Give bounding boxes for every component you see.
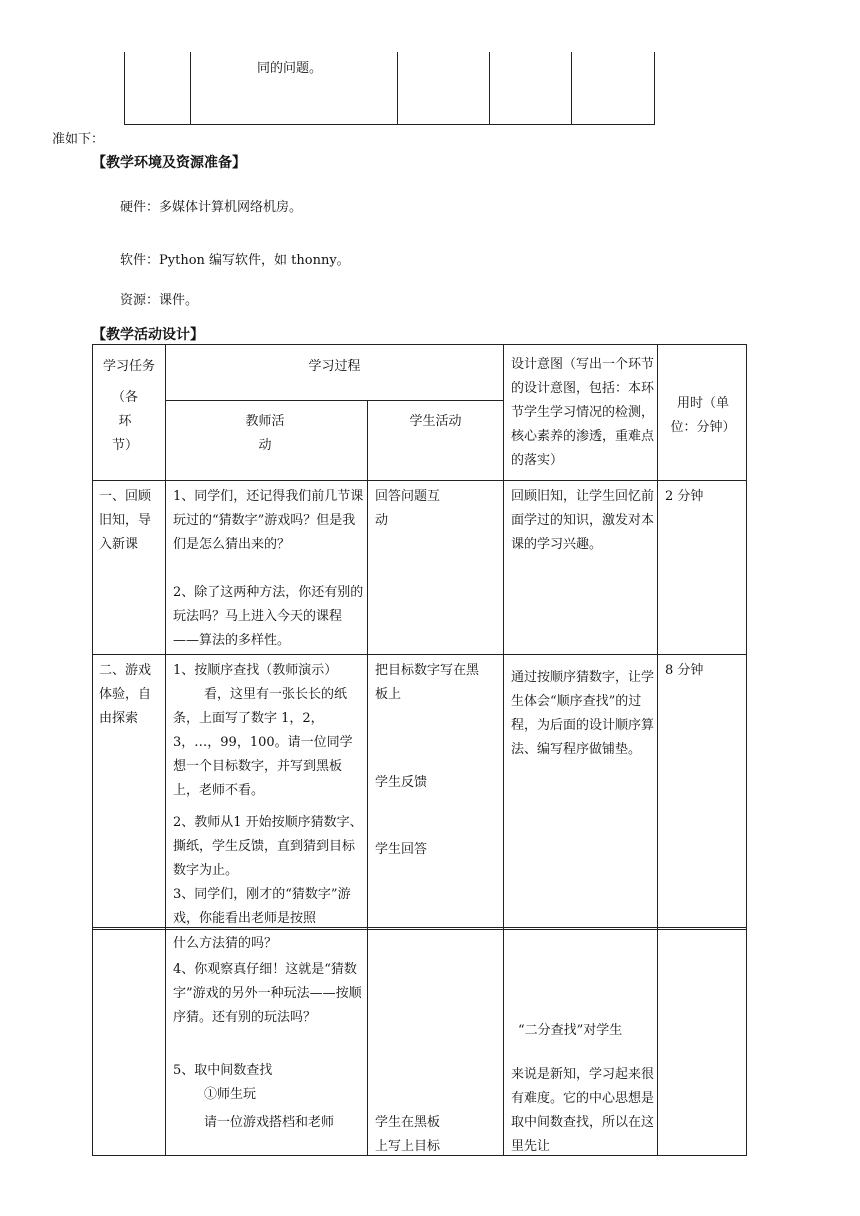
top-table-text: 同的问题。 [257, 61, 323, 76]
row1-teacher-1: 1、同学们，还记得我们前几节课玩过的“猜数字”游戏吗？但是我们是怎么猜出来的？ [173, 489, 364, 552]
row2-teacher-3: 3、同学们，刚才的“猜数字”游戏，你能看出老师是按照 [173, 887, 351, 926]
row1-intent: 回顾旧知，让学生回忆前面学过的知识，激发对本课的学习兴趣。 [511, 489, 655, 552]
env-heading: 【教学环境及资源准备】 [92, 155, 246, 171]
row2-teacher-2: 2、教师从1 开始按顺序猜数字、撕纸，学生反馈，直到猜到目标数字为止。 [173, 815, 363, 878]
header-student: 学生活动 [409, 414, 462, 429]
row1-teacher-2: 2、除了这两种方法，你还有别的玩法吗？马上进入今天的课程——算法的多样性。 [173, 585, 364, 648]
cont-student-a: 学生在黑板 上写上目标 [375, 1115, 441, 1154]
row2-student-1: 把目标数字写在黑板上 [375, 663, 480, 702]
header-teacher: 教师活 动 [245, 414, 285, 453]
header-intent: 设计意图（写出一个环节的设计意图，包括：本环节学生学习情况的检测，核心素养的渗透，重难点的落实） [511, 357, 655, 468]
row1-time: 2 分钟 [665, 489, 704, 504]
row2-teacher-1: 1、按顺序查找（教师演示） [173, 663, 338, 678]
cont-teacher-d: ①师生玩 [204, 1087, 257, 1102]
row1-student: 回答问题互 动 [375, 489, 441, 528]
header-task: 学习任务 [103, 359, 156, 374]
row2-student-3: 学生回答 [375, 842, 428, 857]
cont-teacher-c: 5、取中间数查找 [173, 1063, 273, 1078]
header-time: 用时（单 位：分钟） [670, 396, 736, 435]
cont-intent-a: “二分查找”对学生 [518, 1023, 623, 1038]
row2-student-2: 学生反馈 [375, 775, 428, 790]
row2-task: 二、游戏体验，自由探索 [99, 663, 152, 726]
resources-text: 资源：课件。 [120, 293, 199, 308]
intro-text: 准如下： [52, 132, 105, 147]
cont-intent-b: 来说是新知，学习起来很有难度。它的中心思想是取中间数查找，所以在这里先让 [511, 1067, 655, 1154]
row2-time: 8 分钟 [665, 663, 704, 678]
cont-teacher-e: 请一位游戏搭档和老师 [204, 1115, 335, 1130]
cont-teacher-a: 什么方法猜的吗？ [173, 936, 278, 951]
header-task-sub: （各 环 节） [111, 390, 138, 453]
activity-heading: 【教学活动设计】 [92, 327, 204, 343]
hardware-text: 硬件：多媒体计算机网络机房。 [120, 200, 303, 215]
row2-teacher-1b: 看，这里有一张长长的纸条，上面写了数字 1，2，3，…，99，100。请一位同学想一个目标数字，并写到黑板上，老师不看。 [173, 687, 353, 798]
software-text: 软件：Python 编写软件，如 thonny。 [120, 253, 350, 268]
row1-task: 一、回顾旧知，导入新课 [99, 489, 152, 552]
cont-teacher-b: 4、你观察真仔细！这就是“猜数字”游戏的另外一种玩法——按顺序猜。还有别的玩法吗？ [173, 962, 362, 1025]
header-process: 学习过程 [308, 359, 361, 374]
row2-intent: 通过按顺序猜数字，让学生体会“顺序查找”的过程，为后面的设计顺序算法、编写程序做铺垫。 [511, 670, 655, 757]
